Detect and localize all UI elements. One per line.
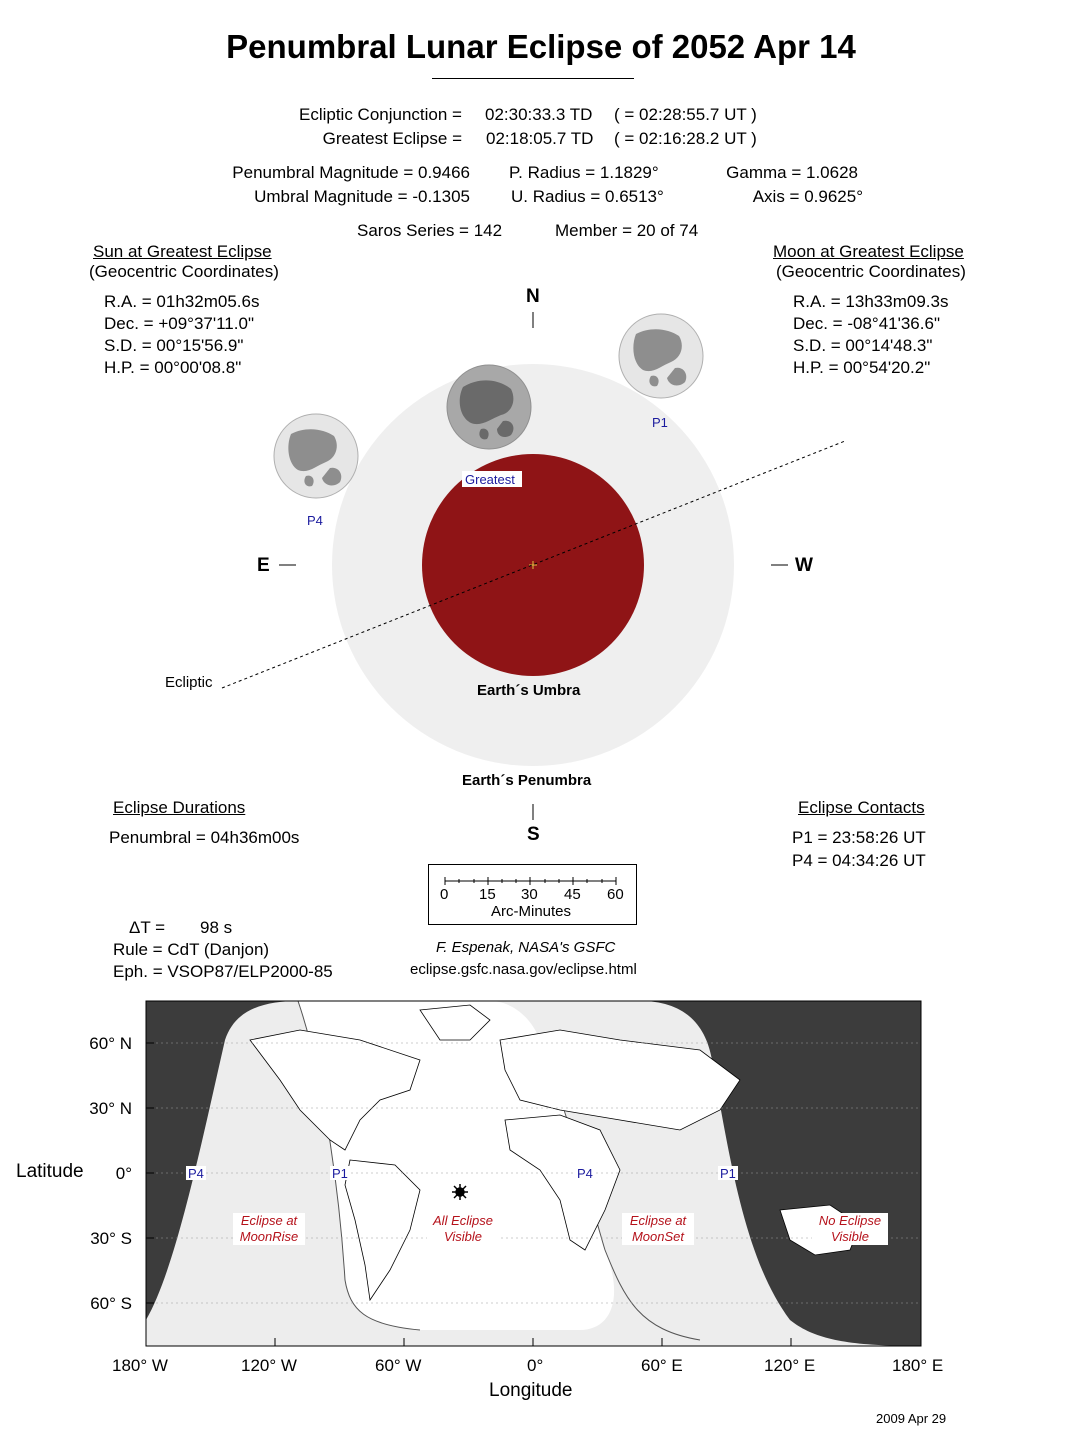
lon-label-180e: 180° E bbox=[892, 1356, 944, 1375]
west-label: W bbox=[795, 555, 813, 576]
saros-member: Member = 20 of 74 bbox=[555, 221, 699, 240]
contacts-heading: Eclipse Contacts bbox=[798, 798, 925, 817]
p1-moon-label: P1 bbox=[652, 415, 668, 430]
scale-label: Arc-Minutes bbox=[491, 903, 572, 920]
contact-p4: P4 = 04:34:26 UT bbox=[792, 851, 926, 870]
penumbra-label: Earth´s Penumbra bbox=[462, 772, 592, 789]
moon-dec: Dec. = -08°41'36.6" bbox=[793, 314, 940, 333]
saros-series: Saros Series = 142 bbox=[357, 221, 503, 240]
scale-tick-45: 45 bbox=[564, 886, 581, 903]
gamma: Gamma = 1.0628 bbox=[726, 163, 858, 182]
axis: Axis = 0.9625° bbox=[752, 187, 863, 206]
moon-subheading: (Geocentric Coordinates) bbox=[776, 262, 966, 281]
moon-ra: R.A. = 13h33m09.3s bbox=[793, 292, 949, 311]
scale-tick-15: 15 bbox=[479, 886, 496, 903]
sun-subheading: (Geocentric Coordinates) bbox=[89, 262, 279, 281]
greatest-label: Greatest Eclipse = bbox=[322, 129, 462, 148]
sun-hp: H.P. = 00°00'08.8" bbox=[104, 358, 242, 377]
map-xlabel: Longitude bbox=[489, 1380, 573, 1401]
lat-label-0: 0° bbox=[115, 1164, 132, 1183]
umbral-magnitude: Umbral Magnitude = -0.1305 bbox=[254, 187, 470, 206]
p4-moon-label: P4 bbox=[307, 513, 323, 528]
sun-sd: S.D. = 00°15'56.9" bbox=[104, 336, 244, 355]
durations-heading: Eclipse Durations bbox=[113, 798, 246, 817]
penumbral-magnitude: Penumbral Magnitude = 0.9466 bbox=[232, 163, 470, 182]
umbral-radius: U. Radius = 0.6513° bbox=[511, 187, 664, 206]
map-contact-p4-west: P4 bbox=[188, 1166, 204, 1181]
sun-ra: R.A. = 01h32m05.6s bbox=[104, 292, 260, 311]
penumbral-radius: P. Radius = 1.1829° bbox=[509, 163, 659, 182]
credit-author: F. Espenak, NASA's GSFC bbox=[436, 939, 616, 956]
umbra-label: Earth´s Umbra bbox=[477, 682, 581, 699]
lat-label-60n: 60° N bbox=[89, 1034, 132, 1053]
map-contact-p4-east: P4 bbox=[577, 1166, 593, 1181]
zone-no-eclipse: No Eclipse Visible bbox=[818, 1213, 882, 1244]
sun-dec: Dec. = +09°37'11.0" bbox=[104, 314, 254, 333]
moon-heading: Moon at Greatest Eclipse bbox=[773, 242, 964, 261]
east-label: E bbox=[257, 555, 270, 576]
zone-all-visible: All Eclipse Visible bbox=[433, 1213, 493, 1244]
greatest-ut: ( = 02:16:28.2 UT ) bbox=[614, 129, 757, 148]
page-title: Penumbral Lunar Eclipse of 2052 Apr 14 bbox=[226, 28, 856, 65]
map-ylabel: Latitude bbox=[16, 1161, 84, 1182]
greatest-td: 02:18:05.7 TD bbox=[486, 129, 594, 148]
north-label: N bbox=[526, 286, 540, 307]
lon-label-0: 0° bbox=[527, 1356, 544, 1375]
zone-moonset: Eclipse at MoonSet bbox=[629, 1213, 687, 1244]
lon-label-60w: 60° W bbox=[375, 1356, 422, 1375]
map-contact-p1-west: P1 bbox=[332, 1166, 348, 1181]
contact-p1: P1 = 23:58:26 UT bbox=[792, 828, 926, 847]
south-label: S bbox=[527, 824, 540, 845]
scale-tick-0: 0 bbox=[440, 886, 449, 903]
credit-url: eclipse.gsfc.nasa.gov/eclipse.html bbox=[410, 961, 637, 978]
conjunction-label: Ecliptic Conjunction = bbox=[298, 105, 462, 124]
map-contact-p1-east: P1 bbox=[720, 1166, 736, 1181]
lon-label-120e: 120° E bbox=[764, 1356, 816, 1375]
penumbral-duration: Penumbral = 04h36m00s bbox=[109, 828, 300, 847]
ephemeris: Eph. = VSOP87/ELP2000-85 bbox=[113, 962, 333, 981]
scale-tick-30: 30 bbox=[521, 886, 538, 903]
greatest-moon-label: Greatest bbox=[465, 472, 515, 487]
delta-t-label: ΔT = bbox=[129, 918, 166, 937]
zone-moonrise: Eclipse at MoonRise bbox=[239, 1213, 299, 1244]
lon-label-60e: 60° E bbox=[641, 1356, 683, 1375]
moon-hp: H.P. = 00°54'20.2" bbox=[793, 358, 931, 377]
lon-label-120w: 120° W bbox=[241, 1356, 297, 1375]
lat-label-60s: 60° S bbox=[90, 1294, 132, 1313]
lon-label-180w: 180° W bbox=[112, 1356, 168, 1375]
moon-sd: S.D. = 00°14'48.3" bbox=[793, 336, 933, 355]
delta-t-value: 98 s bbox=[200, 918, 233, 937]
rule-value: Rule = CdT (Danjon) bbox=[113, 940, 270, 959]
sub-lunar-point-icon bbox=[452, 1184, 468, 1200]
sun-heading: Sun at Greatest Eclipse bbox=[93, 242, 272, 261]
lat-label-30s: 30° S bbox=[90, 1229, 132, 1248]
scale-tick-60: 60 bbox=[607, 886, 624, 903]
conjunction-ut: ( = 02:28:55.7 UT ) bbox=[614, 105, 757, 124]
ecliptic-label: Ecliptic bbox=[165, 674, 213, 691]
conjunction-td: 02:30:33.3 TD bbox=[485, 105, 593, 124]
lat-label-30n: 30° N bbox=[89, 1099, 132, 1118]
generation-date: 2009 Apr 29 bbox=[876, 1411, 947, 1426]
